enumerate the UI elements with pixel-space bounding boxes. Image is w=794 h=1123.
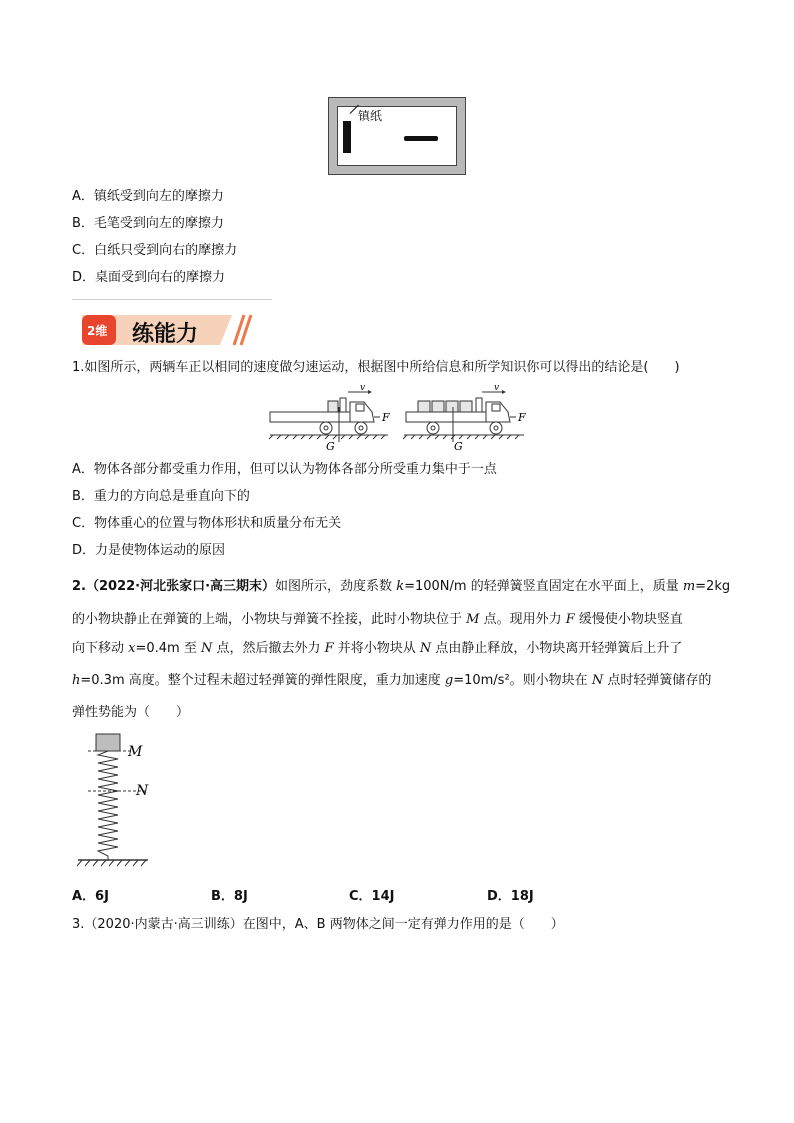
q1-trucks-figure — [268, 380, 530, 454]
q2-m-value: =2kg — [695, 579, 731, 594]
section-badge: 2维 — [87, 324, 108, 338]
brush-stroke — [404, 136, 438, 141]
q2-text: 如图所示，劲度系数 — [275, 579, 397, 594]
q2-option-c: C．14J — [349, 889, 395, 904]
q2-option-d: D．18J — [487, 889, 534, 904]
q2-line-4 — [72, 672, 711, 690]
q2-source: （2022·河北张家口·高三期末） — [85, 579, 276, 594]
q2-line-2 — [72, 611, 683, 629]
truck1-v-label: v — [360, 383, 366, 393]
q1-option-d: D．力是使物体运动的原因 — [72, 543, 226, 558]
section-header — [82, 313, 254, 347]
paperweight-figure — [328, 97, 466, 175]
truck2-g-label: G — [454, 440, 463, 453]
q2-var-x: x — [128, 641, 136, 656]
paper-sheet — [337, 106, 457, 166]
prev-option-a: A．镇纸受到向左的摩擦力 — [72, 189, 224, 204]
q2-text: 向下移动 — [72, 641, 129, 656]
q2-x-value: =0.4m — [135, 641, 180, 656]
q2-number: 2. — [72, 579, 86, 594]
q1-option-a: A．物体各部分都受重力作用，但可以认为物体各部分所受重力集中于一点 — [72, 462, 497, 477]
q2-text: 点。现用外力 — [479, 612, 566, 627]
q2-var-F: F — [324, 641, 334, 656]
q2-var-m: m — [682, 579, 696, 594]
q2-var-N: N — [200, 641, 213, 656]
q2-var-k: k — [396, 579, 405, 594]
q2-var-N: N — [419, 641, 432, 656]
section-title: 练能力 — [132, 322, 199, 347]
truck2-f-label: F — [518, 411, 526, 424]
q1-option-b: B．重力的方向总是垂直向下的 — [72, 489, 250, 504]
prev-option-c: C．白纸只受到向右的摩擦力 — [72, 243, 238, 258]
q1-option-c: C．物体重心的位置与物体形状和质量分布无关 — [72, 516, 342, 531]
q1-stem: 1.如图所示，两辆车正以相同的速度做匀速运动，根据图中所给信息和所学知识你可以得出的结论是( ) — [72, 360, 680, 375]
q2-text: 高度。整个过程未超过轻弹簧的弹性限度，重力加速度 — [124, 673, 445, 688]
q2-h-value: =0.3m — [80, 673, 125, 688]
q2-text: 点，然后撤去外力 — [212, 641, 325, 656]
truck1-g-label: G — [326, 440, 335, 453]
truck1-f-label: F — [382, 411, 390, 424]
prev-option-b: B．毛笔受到向左的摩擦力 — [72, 216, 224, 231]
block — [96, 734, 120, 751]
q2-var-F: F — [565, 612, 575, 627]
q2-line-1 — [72, 578, 730, 596]
q2-text: 点由静止释放，小物块离开轻弹簧后上升了 — [431, 641, 683, 656]
spring-figure — [74, 730, 158, 870]
q2-var-N: N — [591, 673, 604, 688]
q2-text: 并将小物块从 — [333, 641, 420, 656]
q3-stem: 3.（2020·内蒙古·高三训练）在图中，A、B 两物体之间一定有弹力作用的是（ ） — [72, 917, 564, 932]
q2-line-3 — [72, 640, 682, 658]
q2-var-g: g — [444, 673, 454, 688]
q2-k-value: =100N/m — [404, 579, 467, 594]
q2-text: 缓慢使小物块竖直 — [574, 612, 683, 627]
spring — [98, 751, 118, 860]
q2-text: 的轻弹簧竖直固定在水平面上，质量 — [466, 579, 683, 594]
q2-line-5: 弹性势能为（ ） — [72, 705, 190, 720]
q2-option-b: B．8J — [211, 889, 248, 904]
spring-label-m: M — [128, 744, 143, 760]
paperweight-bar — [343, 121, 351, 153]
q2-var-M: M — [466, 612, 480, 627]
section-divider — [72, 299, 272, 300]
q2-option-a: A．6J — [72, 889, 109, 904]
paperweight-label: 镇纸 — [358, 109, 383, 123]
q2-g-value: =10m/s² — [453, 673, 510, 688]
spring-label-n: N — [136, 783, 149, 799]
q2-text: 的小物块静止在弹簧的上端，小物块与弹簧不拴接，此时小物块位于 — [72, 612, 467, 627]
prev-option-d: D．桌面受到向右的摩擦力 — [72, 270, 226, 285]
q2-text: 点时轻弹簧储存的 — [603, 673, 712, 688]
q2-var-h: h — [72, 673, 81, 688]
truck2-v-label: v — [494, 383, 500, 393]
q2-text: 至 — [179, 641, 201, 656]
q2-text: 。则小物块在 — [509, 673, 592, 688]
